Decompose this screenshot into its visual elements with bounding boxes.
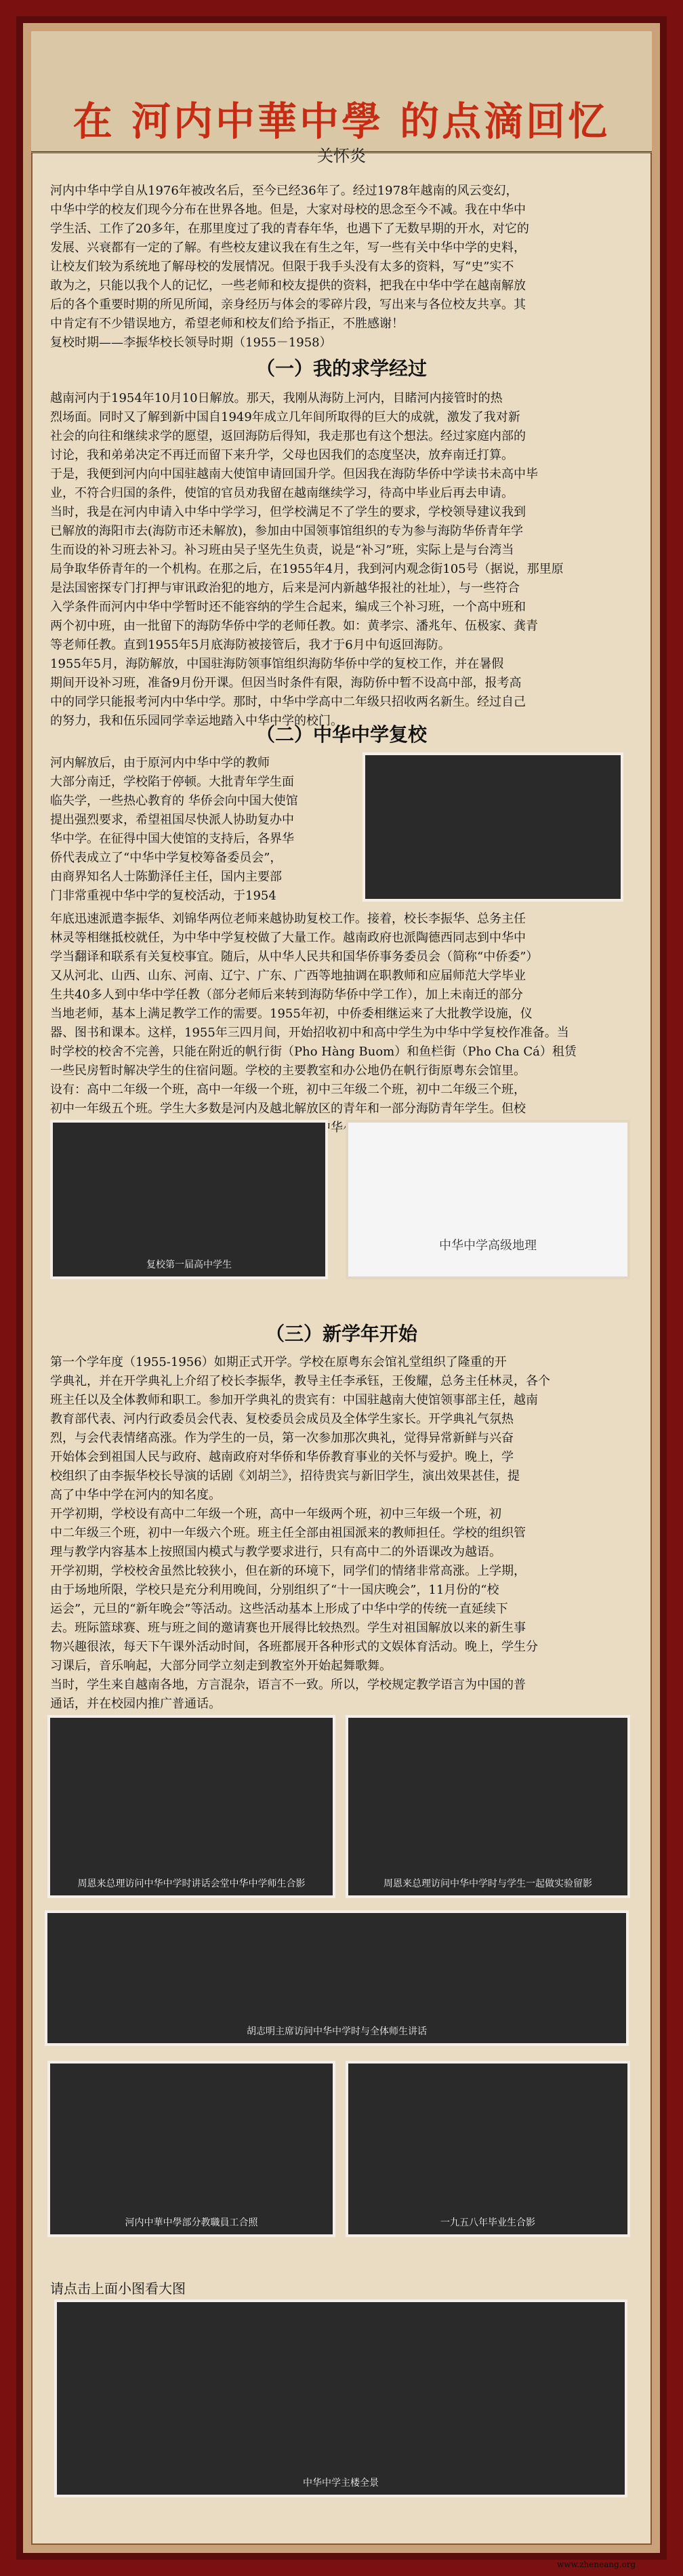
- line: 是法国密探专门打押与审讯政治犯的地方，后来是河内新越华报社的社址），与一些符合: [50, 581, 520, 595]
- line: 1955年5月，海防解放，中国驻海防领事馆组织海防华侨中学的复校工作，并在暑假: [50, 657, 504, 671]
- line: 中二年级三个班，初中一年级六个班。班主任全部由祖国派来的教师担任。学校的组织管: [50, 1526, 526, 1540]
- line: 侨代表成立了“中华中学复校筹备委员会”，: [50, 851, 283, 865]
- line: 越南河内于1954年10月10日解放。那天，我刚从海防上河内，目睹河内接管时的热: [50, 391, 503, 405]
- group-photo-top[interactable]: [363, 752, 623, 902]
- line: 年底迅速派遣李振华、刘锦华两位老师来越协助复校工作。接着，校长李振华、总务主任: [50, 912, 526, 926]
- intro-line: 发展、兴衰都有一定的了解。有些校友建议我在有生之年，写一些有关中华中学的史料，: [50, 241, 526, 255]
- line: 第一个学年度（1955-1956）如期正式开学。学校在原粤东会馆礼堂组织了隆重的开: [50, 1355, 507, 1369]
- line: 生共40多人到中华中学任教（部分老师后来转到海防华侨中学工作），加上未南迁的部分: [50, 988, 523, 1002]
- line: 校组织了由李振华校长导演的话剧《刘胡兰》，招待贵宾与新旧学生，演出效果甚佳，提: [50, 1469, 520, 1483]
- section-1-title: （一）我的求学经过: [255, 357, 427, 380]
- line: 中的同学只能报考河内中华中学。那时，中华中学高中二年级只招收两名新生。经过自己: [50, 695, 526, 709]
- staff-caption: 河内中華中學部分教職員工合照: [125, 2217, 258, 2228]
- line: 开始体会到祖国人民与政府、越南政府对华侨和华侨教育事业的关怀与爱护。晚上，学: [50, 1450, 514, 1464]
- line: 班主任以及全体教师和职工。参加开学典礼的贵宾有：中国驻越南大使馆领事部主任，越南: [50, 1393, 538, 1407]
- line: 烈，与会代表情绪高涨。作为学生的一员，第一次参加那次典礼，觉得异常新鲜与兴奋: [50, 1431, 514, 1445]
- line: 讨论，我和弟弟决定不再迁而留下来升学，父母也因我们的态度坚决，放弃南迁打算。: [50, 448, 514, 462]
- line: 初中一年级五个班。学生大多数是河内及越北解放区的青年和一部分海防青年学生。但校: [50, 1102, 526, 1116]
- line: 大部分南迁，学校陷于停顿。大批青年学生面: [50, 775, 294, 789]
- graduates-caption: 一九五八年毕业生合影: [440, 2217, 535, 2228]
- building-photo[interactable]: [54, 2299, 627, 2497]
- line: 入学条件而河内中华中学暂时还不能容纳的学生合起来，编成三个补习班，一个高中班和: [50, 600, 526, 614]
- intro-line: 中肯定有不少错误地方，希望老师和校友们给予指正，不胜感谢！: [50, 317, 404, 331]
- line: 河内解放后，由于原河内中华中学的教师: [50, 756, 270, 770]
- intro-line: 让校友们较为系统地了解母校的发展情况。但限于我手头没有太多的资料，写“史”实不: [50, 260, 514, 274]
- page-title: 在 河内中華中學 的点滴回忆: [73, 98, 610, 144]
- line: 已解放的海阳市去(海防市还未解放)，参加由中国领事馆组织的专为参与海防华侨青年学: [50, 524, 524, 538]
- line: 两个初中班，由一批留下的海防华侨中学的老师任教。如：黄孝宗、潘兆年、伍极家、龚青: [50, 619, 538, 633]
- line: 华中学。在征得中国大使馆的支持后，各界华: [50, 832, 294, 846]
- section-2-title: （二）中华中学复校: [255, 723, 427, 746]
- intro-line: 河内中华中学自从1976年被改名后，至今已经36年了。经过1978年越南的风云变幻，: [50, 184, 518, 198]
- line: 等老师任教。直到1955年5月底海防被接管后，我才于6月中旬返回海防。: [50, 638, 451, 652]
- line: 理与教学内容基本上按照国内模式与教学要求进行，只有高中二的外语课改为越语。: [50, 1545, 501, 1559]
- line: 局争取华侨青年的一个机构。在那之后，在1955年4月，我到河内观念街105号（据说，那里原: [50, 562, 564, 576]
- line: 提出强烈要求，希望祖国尽快派人协助复办中: [50, 813, 294, 827]
- line: 学当翻译和联系有关复校事宜。随后，从中华人民共和国华侨事务委员会（简称“中侨委”）: [50, 950, 539, 964]
- header-band: [31, 31, 652, 153]
- line: 于是，我便到河内向中国驻越南大使馆申请回国升学。但因我在海防华侨中学读书未高中毕: [50, 467, 538, 481]
- staff-photo[interactable]: [47, 2061, 335, 2237]
- line: 又从河北、山西、山东、河南、辽宁、广东、广西等地抽调在职教师和应届师范大学毕业: [50, 969, 526, 983]
- section-3-title: （三）新学年开始: [265, 1323, 417, 1345]
- lab-caption: 周恩来总理访问中华中学时与学生一起做实验留影: [384, 1878, 592, 1889]
- line: 烈场面。同时又了解到新中国自1949年成立几年间所取得的巨大的成就，激发了我对新: [50, 410, 520, 424]
- hall-photo[interactable]: [45, 1910, 629, 2046]
- intro-paragraph: [50, 182, 633, 353]
- line: 生而设的补习班去补习。补习班由吴子坚先生负责，说是“补习”班，实际上是与台湾当: [50, 543, 514, 557]
- line: 高了中华中学在河内的知名度。: [50, 1488, 221, 1502]
- line: 时学校的校舍不完善，只能在附近的帆行街（Pho Hàng Buom）和鱼栏街（Pho Cha Cá）租赁: [50, 1045, 577, 1059]
- line: 通话，并在校园内推广普通话。: [50, 1697, 221, 1711]
- line: 一些民房暂时解决学生的住宿问题。学校的主要教室和办公地仍在帆行街原粤东会馆里。: [50, 1064, 526, 1078]
- building-caption: 中华中学主楼全景: [303, 2478, 379, 2489]
- intro-line: 敢为之，只能以我个人的记忆，一些老师和校友提供的资料，把我在中华中学在越南解放: [50, 279, 526, 293]
- intro-line: 学生活、工作了20多年，在那里度过了我的青春年华，也遇下了无数早期的开水，对它的: [50, 222, 529, 236]
- line: 开学初期，学校设有高中二年级一个班，高中一年级两个班，初中三年级一个班，初: [50, 1507, 501, 1521]
- section-2-left-text: [50, 754, 348, 906]
- hall-caption: 胡志明主席访问中华中学时与全体师生讲话: [247, 2026, 427, 2037]
- meeting-photo[interactable]: [47, 1715, 335, 1898]
- line: 临失学，一些热心教育的 华侨会向中国大使馆: [50, 794, 298, 808]
- line: 设有：高中二年级一个班，高中一年级一个班，初中三年级二个班，初中二年级三个班，: [50, 1083, 526, 1097]
- line: 当时，我是在河内申请入中华中学学习，但学校满足不了学生的要求，学校领导建议我到: [50, 505, 526, 519]
- map-thumbnail[interactable]: [346, 1120, 630, 1279]
- line: 期间开设补习班，准备9月份开课。但因当时条件有限，海防侨中暂不设高中部，报考高: [50, 676, 522, 690]
- line: 去。班际篮球赛、班与班之间的邀请赛也开展得比较热烈。学生对祖国解放以来的新生事: [50, 1621, 526, 1635]
- click-hint: 请点击上面小图看大图: [50, 2280, 186, 2297]
- intro-line: 中华中学的校友们现今分布在世界各地。但是，大家对母校的思念至今不减。我在中华中: [50, 203, 526, 217]
- line: 器、图书和课本。这样，1955年三四月间，开始招收初中和高中学生为中华中学复校作准备。当: [50, 1026, 569, 1040]
- lab-photo[interactable]: [346, 1715, 630, 1898]
- class-photo[interactable]: [50, 1120, 328, 1279]
- class-photo-caption: 复校第一届高中学生: [146, 1260, 232, 1270]
- line: 门非常重视中华中学的复校活动，于1954: [50, 889, 276, 903]
- line: 习课后，音乐响起，大部分同学立刻走到教室外开始起舞歌舞。: [50, 1659, 392, 1673]
- section-1-text: [50, 389, 633, 731]
- line: 社会的向往和继续求学的愿望，返回海防后得知，我走那也有这个想法。经过家庭内部的: [50, 429, 526, 443]
- section-2-text: [50, 910, 633, 1138]
- line: 开学初期，学校校舍虽然比较狭小，但在新的环境下，同学们的情绪非常高涨。上学期，: [50, 1564, 526, 1578]
- meeting-caption: 周恩来总理访问中华中学时讲话会堂中华中学师生合影: [77, 1878, 306, 1889]
- author: 关怀炎: [317, 146, 366, 165]
- line: 教育部代表、河内行政委员会代表、复校委员会成员及全体学生家长。开学典礼气氛热: [50, 1412, 514, 1426]
- line: 物兴趣很浓，每天下午课外活动时间，各班都展开各种形式的文娱体育活动。晚上，学生分: [50, 1640, 538, 1654]
- line: 当地老师，基本上满足教学工作的需要。1955年初，中侨委相继运来了大批教学设施，仪: [50, 1007, 533, 1021]
- line: 当时，学生来自越南各地，方言混杂，语言不一致。所以，学校规定教学语言为中国的普: [50, 1678, 526, 1692]
- line: 林灵等相继抵校就任，为中华中学复校做了大量工作。越南政府也派陶德西同志到中华中: [50, 931, 526, 945]
- line: 由商界知名人士陈勤泽任主任，国内主要部: [50, 870, 282, 884]
- line: 业，不符合归国的条件，使馆的官员劝我留在越南继续学习，待高中毕业后再去申请。: [50, 486, 514, 500]
- intro-line: 后的各个重要时期的所见所闻，亲身经历与体会的零碎片段，写出来与各位校友共享。其: [50, 298, 526, 312]
- graduates-photo[interactable]: [346, 2061, 630, 2237]
- map-title: 中华中学高级地理: [439, 1239, 537, 1253]
- line: 学典礼，并在开学典礼上介绍了校长李振华，教导主任李承钰，王俊耀，总务主任林灵，各个: [50, 1374, 550, 1388]
- line: 的努力，我和伍乐园同学幸运地踏入中华中学的校门。: [50, 714, 343, 728]
- line: 由于场地所限，学校只是充分利用晚间，分别组织了“十一国庆晚会”，11月份的“校: [50, 1583, 499, 1597]
- intro-sub: 复校时期——李振华校长领导时期（1955－1958）: [50, 336, 332, 350]
- line: 运会”，元旦的“新年晚会”等活动。这些活动基本上形成了中华中学的传统一直延续下: [50, 1602, 508, 1616]
- site-watermark: www.zheneang.org: [557, 2560, 636, 2569]
- section-3-text: [50, 1353, 633, 1714]
